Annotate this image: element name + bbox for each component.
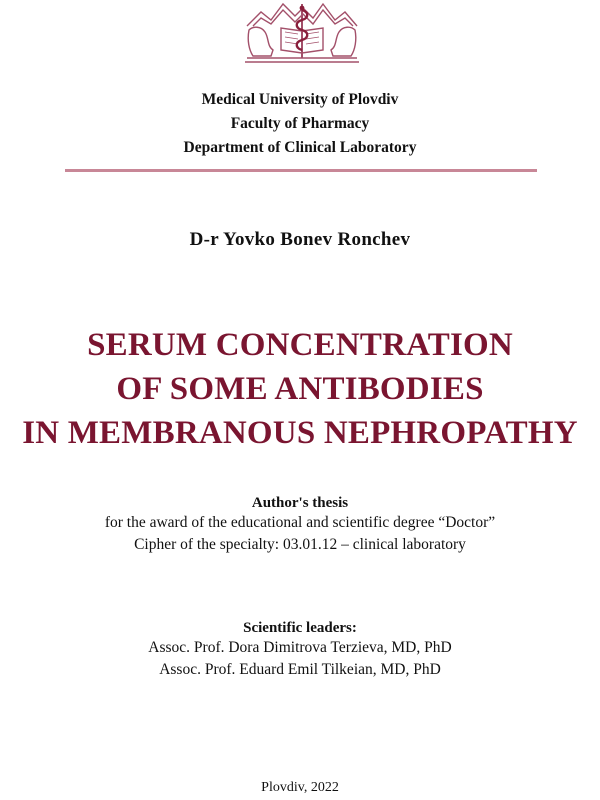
university-crest-icon (243, 0, 361, 64)
scientific-leaders (0, 620, 600, 681)
institution-block (0, 88, 600, 160)
title-line-1: SERUM CONCENTRATION (87, 327, 513, 363)
place-year: Plovdiv, 2022 (261, 780, 339, 795)
thesis-title (0, 323, 600, 455)
title-line-2: OF SOME ANTIBODIES (116, 371, 484, 407)
university-name: Medical University of Plovdiv (201, 91, 399, 108)
thesis-heading: Author's thesis (251, 495, 349, 511)
title-line-3: IN MEMBRANOUS NEPHROPATHY (22, 415, 578, 451)
department-name: Department of Clinical Laboratory (183, 139, 417, 156)
thesis-info (0, 495, 600, 556)
leader-1: Assoc. Prof. Dora Dimitrova Terzieva, MD, PhD (148, 639, 452, 656)
author-name: D-r Yovko Bonev Ronchev (189, 229, 411, 250)
degree-line: for the award of the educational and scientific degree “Doctor” (104, 514, 496, 531)
faculty-name: Faculty of Pharmacy (230, 115, 370, 132)
leaders-heading: Scientific leaders: (243, 620, 357, 636)
specialty-line: Cipher of the specialty: 03.01.12 – clinical laboratory (134, 536, 466, 553)
leader-2: Assoc. Prof. Eduard Emil Tilkeian, MD, PhD (159, 661, 441, 678)
header-divider (65, 169, 537, 172)
